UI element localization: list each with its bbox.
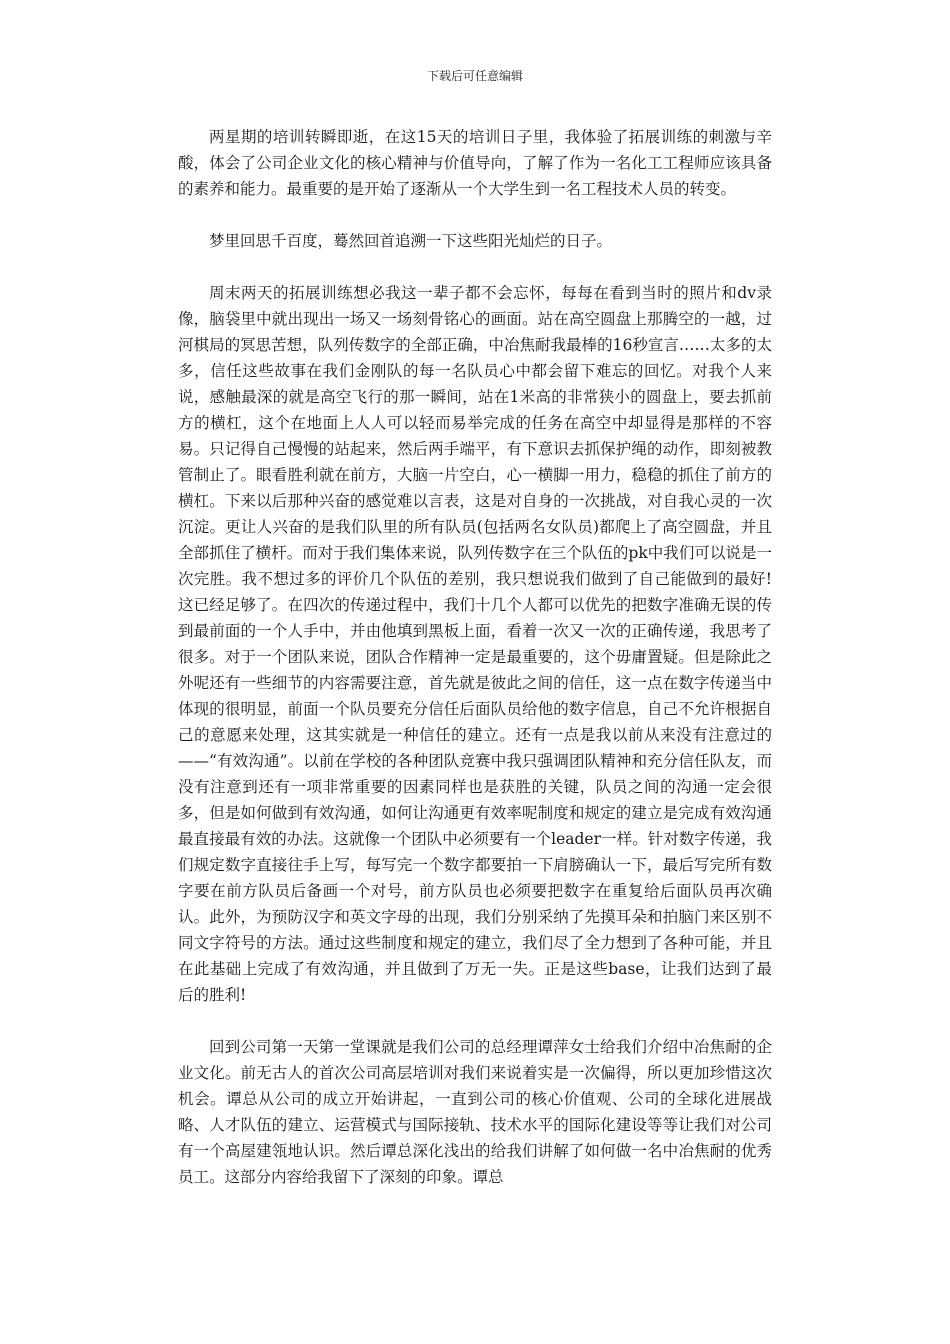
paragraph-company-culture: 回到公司第一天第一堂课就是我们公司的总经理谭萍女士给我们介绍中冶焦耐的企业文化。前无古人的首次公司高层培训对我们来说着实是一次偏得，所以更加珍惜这次机会。谭总从公司的成立开始讲起，一直到公司的核心价值观、公司的全球化进展战略、人才队伍的建立、运营模式与国际接轨、技术水平的国际化建设等等让我们对公司有一个高屋建瓴地认识。然后谭总深化浅出的给我们讲解了如何做一名中冶焦耐的优秀员工。这部分内容给我留下了深刻的印象。谭总 <box>178 1038 772 1186</box>
paragraph-training-summary: 两星期的培训转瞬即逝，在这15天的培训日子里，我体验了拓展训练的刺激与辛酸，体会了公司企业文化的核心精神与价值导向，了解了作为一名化工工程师应该具备的素养和能力。最重要的是开始了逐渐从一个大学生到一名工程技术人员的转变。 <box>178 128 772 198</box>
paragraph-outdoor-training: 周末两天的拓展训练想必我这一辈子都不会忘怀，每每在看到当时的照片和dv录像，脑袋里中就出现出一场又一场刻骨铭心的画面。站在高空圆盘上那腾空的一越，过河棋局的冥思苦想，队列传数字的全部正确，中冶焦耐我最棒的16秒宣言……太多的太多，信任这些故事在我们金刚队的每一名队员心中都会留下难忘的回忆。对我个人来说，感触最深的就是高空飞行的那一瞬间，站在1米高的非常狭小的圆盘上，要去抓前方的横杠，这个在地面上人人可以轻而易举完成的任务在高空中却显得是那样的不容易。只记得自己慢慢的站起来，然后两手端平，有下意识去抓保护绳的动作，即刻被教管制止了。眼看胜利就在前方，大脑一片空白，心一横脚一用力，稳稳的抓住了前方的横杠。下来以后那种兴奋的感觉难以言表，这是对自身的一次挑战，对自我心灵的一次沉淀。更让人兴奋的是我们队里的所有队员(包括两名女队员)都爬上了高空圆盘，并且全部抓住了横杆。而对于我们集体来说，队列传数字在三个队伍的pk中我们可以说是一次完胜。我不想过多的评价几个队伍的差别，我只想说我们做到了自己能做到的最好!这已经足够了。在四次的传递过程中，我们十几个人都可以优先的把数字准确无误的传到最前面的一个人手中，并由他填到黑板上面，看着一次又一次的正确传递，我思考了很多。对于一个团队来说，团队合作精神一定是最重要的，这个毋庸置疑。但是除此之外呢还有一些细节的内容需要注意，首先就是彼此之间的信任，这一点在数字传递当中体现的很明显，前面一个队员要充分信任后面队员给他的数字信息，自己不允许根据自己的意愿来处理，这其实就是一种信任的建立。还有一点是我以前从来没有注意过的——“有效沟通”。以前在学校的各种团队竞赛中我只强调团队精神和充分信任队友，而没有注意到还有一项非常重要的因素同样也是获胜的关键，队员之间的沟通一定会很多，但是如何做到有效沟通，如何让沟通更有效率呢制度和规定的建立是完成有效沟通最直接最有效的办法。这就像一个团队中必须要有一个leader一样。针对数字传递，我们规定数字直接往手上写，每写完一个数字都要拍一下肩膀确认一下，最后写完所有数字要在前方队员后备画一个对号，前方队员也必须要把数字在重复给后面队员再次确认。此外，为预防汉字和英文字母的出现，我们分别采纳了先摸耳朵和拍脑门来区别不同文字符号的方法。通过这些制度和规定的建立，我们尽了全力想到了各种可能，并且在此基础上完成了有效沟通，并且做到了万无一失。正是这些base，让我们达到了最后的胜利! <box>178 284 772 1004</box>
page-header: 下载后可任意编辑 <box>426 69 523 83</box>
document-body <box>178 124 772 1216</box>
paragraph-reflection: 梦里回思千百度，蓦然回首追溯一下这些阳光灿烂的日子。 <box>209 232 613 250</box>
